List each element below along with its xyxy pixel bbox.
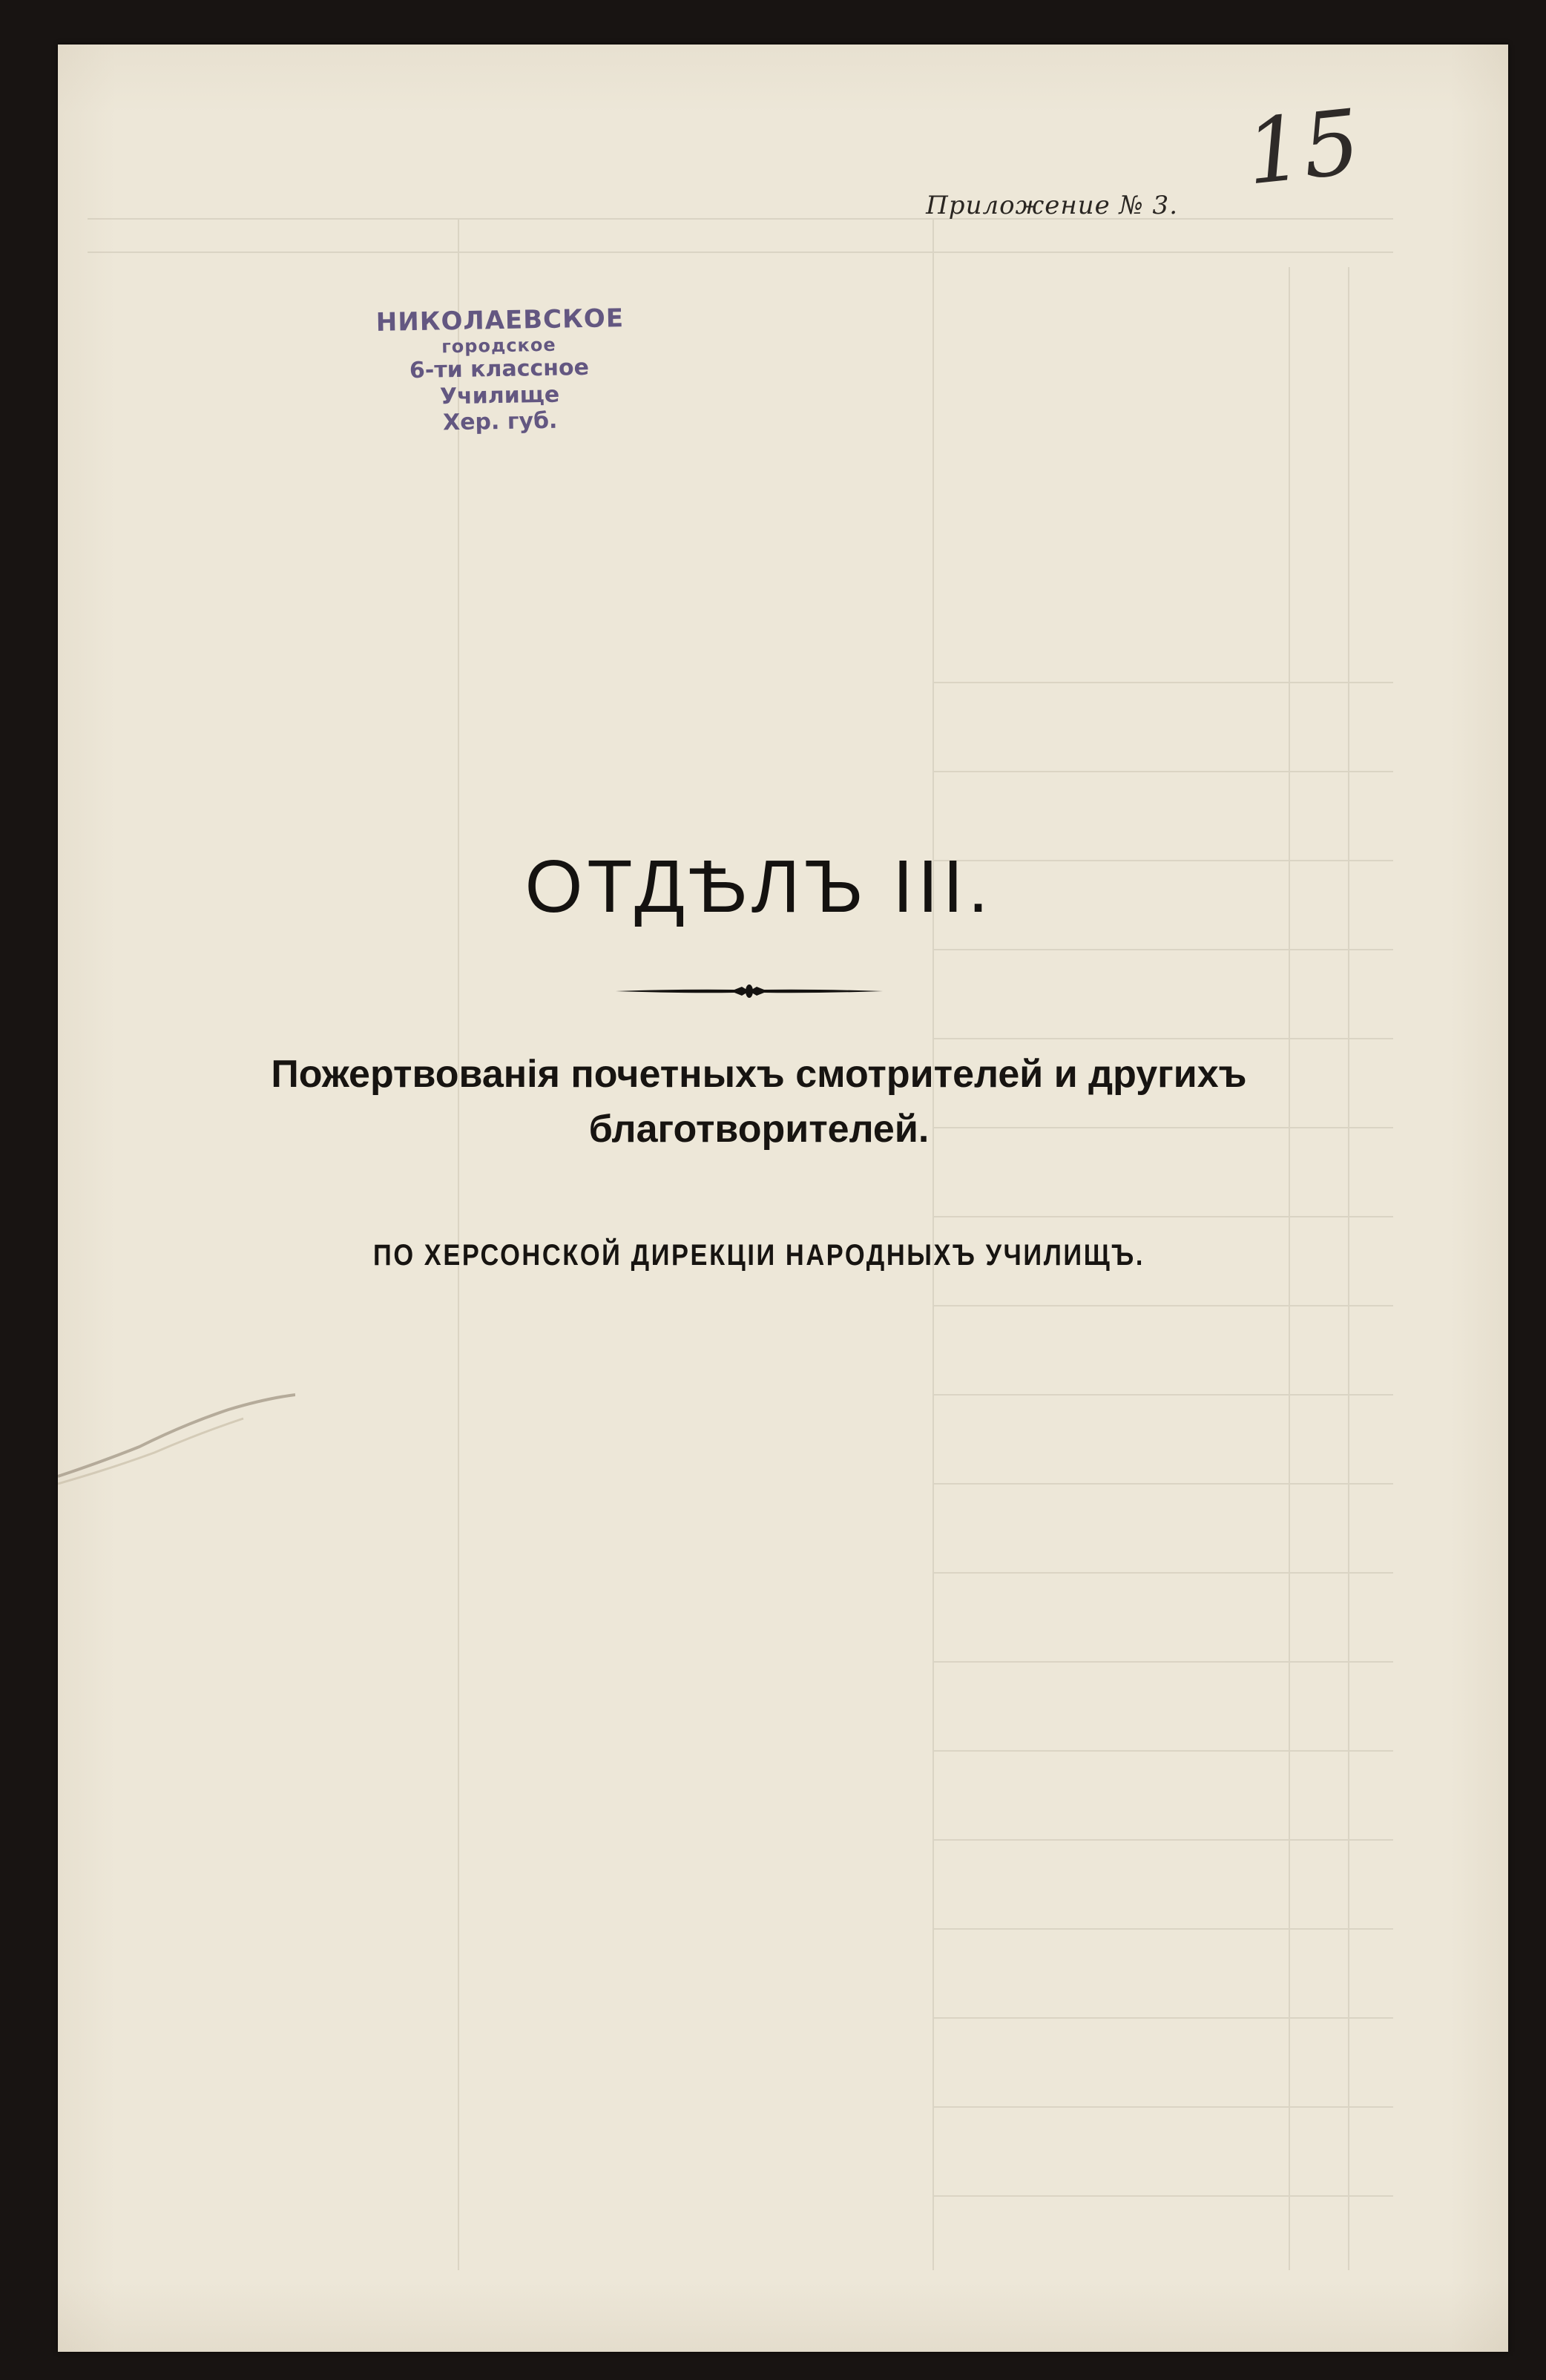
stamp-line-4: Хер. губ. [442,407,558,436]
stamp-line-2: городское [441,334,556,358]
directorate-heading: ПО ХЕРСОНСКОЙ ДИРЕКЦІИ НАРОДНЫХЪ УЧИЛИЩЪ. [373,1239,1145,1272]
subtitle-line-2: благотворителей. [588,1107,930,1151]
document-page [58,45,1508,2352]
paper-tear [58,1365,295,1499]
stamp-line-1: НИКОЛАЕВСКОЕ [375,303,625,338]
appendix-label: Приложение № 3. [926,191,1178,220]
section-title: ОТДѢЛЪ III. [524,845,993,928]
divider-ornament [616,981,883,1002]
stamp-line-3: 6-ти классное Училище [409,355,590,410]
school-stamp [376,303,623,437]
bleed-through-table-lines [58,45,1508,2352]
handwritten-page-number: 15 [1241,91,1365,206]
subtitle-line-1: Пожертвованія почетныхъ смотрителей и другихъ [271,1053,1247,1096]
section-subtitle [58,1048,1460,1157]
